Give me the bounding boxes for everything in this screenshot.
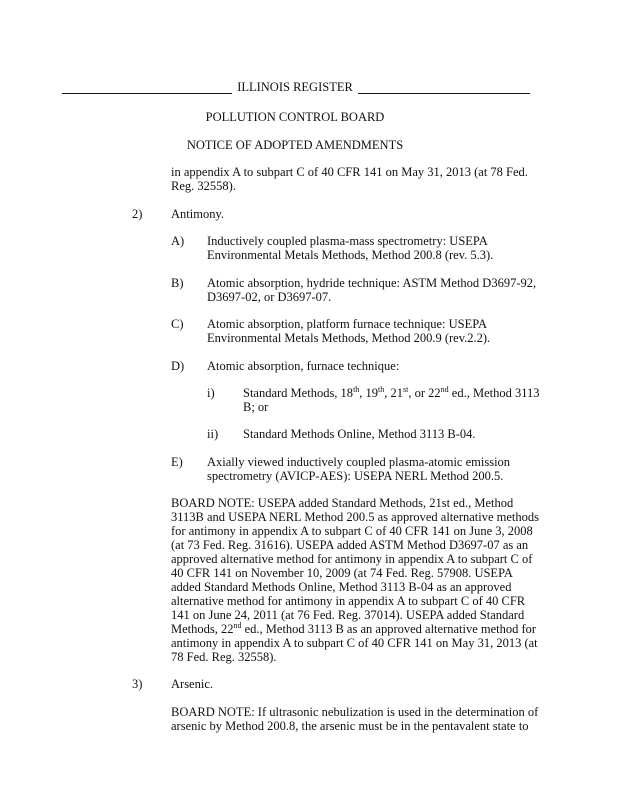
- item-2d-i-pre: Standard Methods, 18: [243, 386, 354, 400]
- item-2d-line-1: Atomic absorption, furnace technique:: [207, 359, 400, 373]
- item-2d-label: D): [171, 359, 185, 373]
- ordinal-22-note-sup: nd: [233, 620, 242, 630]
- board-note-antimony-l5: approved alternative method for antimony in appendix A to subpart C of: [171, 552, 533, 566]
- item-2d-ii-label: ii): [207, 427, 219, 441]
- item-3-number: 3): [132, 677, 143, 691]
- item-2e-label: E): [171, 455, 183, 469]
- ordinal-22-sup: nd: [440, 384, 449, 394]
- item-3-title: Arsenic.: [171, 677, 213, 691]
- register-title: ILLINOIS REGISTER: [237, 80, 353, 94]
- intro-line-2: Reg. 32558).: [171, 179, 236, 193]
- board-note-antimony-l10: [171, 622, 536, 637]
- board-note-antimony-l9: 141 on June 24, 2011 (at 76 Fed. Reg. 37014). USEPA added Standard: [171, 608, 525, 622]
- notice-title: NOTICE OF ADOPTED AMENDMENTS: [186, 138, 404, 152]
- ordinal-21-sup: st: [403, 384, 409, 394]
- board-note-antimony-l3: for antimony in appendix A to subpart C of 40 CFR 141 on June 3, 2008: [171, 524, 533, 538]
- item-2c-line-1: Atomic absorption, platform furnace technique: USEPA: [207, 317, 488, 331]
- item-2d-i-line-1: [243, 386, 540, 401]
- item-2a-label: A): [171, 234, 185, 248]
- item-2d-i-mid1: , 19: [359, 386, 379, 400]
- intro-line-1: in appendix A to subpart C of 40 CFR 141 on May 31, 2013 (at 78 Fed.: [171, 165, 528, 179]
- item-2d-i-line-2: B; or: [243, 400, 269, 414]
- board-note-antimony-l6: 40 CFR 141 on November 10, 2009 (at 74 Fed. Reg. 57908. USEPA: [171, 566, 513, 580]
- header-rule-right: [358, 93, 530, 94]
- item-2d-i-mid3: , or 22: [408, 386, 441, 400]
- board-note-antimony-l1: BOARD NOTE: USEPA added Standard Methods, 21st ed., Method: [171, 496, 514, 510]
- item-2-title: Antimony.: [171, 207, 225, 221]
- item-2b-line-2: D3697-02, or D3697-07.: [207, 290, 332, 304]
- item-2e-line-2: spectrometry (AVICP-AES): USEPA NERL Method 200.5.: [207, 469, 504, 483]
- board-note-antimony-l7: added Standard Methods Online, Method 3113 B-04 as an approved: [171, 580, 512, 594]
- item-2b-label: B): [171, 276, 184, 290]
- item-2e-line-1: Axially viewed inductively coupled plasma-atomic emission: [207, 455, 511, 469]
- agency-title: POLLUTION CONTROL BOARD: [205, 110, 385, 124]
- item-2d-i-post: ed., Method 3113: [448, 386, 540, 400]
- board-note-l10-post: ed., Method 3113 B as an approved alternative method for: [241, 622, 537, 636]
- item-2a-line-1: Inductively coupled plasma-mass spectrometry: USEPA: [207, 234, 488, 248]
- board-note-antimony-l2: 3113B and USEPA NERL Method 200.5 as approved alternative methods: [171, 510, 540, 524]
- item-2a-line-2: Environmental Metals Methods, Method 200.8 (rev. 5.3).: [207, 248, 494, 262]
- board-note-antimony-l4: (at 73 Fed. Reg. 31616). USEPA added ASTM Method D3697-07 as an: [171, 538, 529, 552]
- item-2d-ii-text: Standard Methods Online, Method 3113 B-04.: [243, 427, 476, 441]
- item-2b-line-1: Atomic absorption, hydride technique: ASTM Method D3697-92,: [207, 276, 537, 290]
- board-note-l10-pre: Methods, 22: [171, 622, 234, 636]
- board-note-arsenic-l2: arsenic by Method 200.8, the arsenic must be in the pentavalent state to: [171, 719, 529, 733]
- item-2d-i-label: i): [207, 386, 215, 400]
- item-2c-label: C): [171, 317, 184, 331]
- item-2-number: 2): [132, 207, 143, 221]
- header-rule-left: [62, 93, 232, 94]
- ordinal-19-sup: th: [378, 384, 385, 394]
- board-note-antimony-l12: 78 Fed. Reg. 32558).: [171, 650, 277, 664]
- ordinal-18-sup: th: [353, 384, 360, 394]
- item-2c-line-2: Environmental Metals Methods, Method 200.9 (rev.2.2).: [207, 331, 491, 345]
- item-2d-i-mid2: , 21: [384, 386, 404, 400]
- board-note-antimony-l11: antimony in appendix A to subpart C of 40 CFR 141 on May 31, 2013 (at: [171, 636, 538, 650]
- board-note-antimony-l8: alternative method for antimony in appendix A to subpart C of 40 CFR: [171, 594, 526, 608]
- board-note-arsenic-l1: BOARD NOTE: If ultrasonic nebulization is used in the determination of: [171, 705, 539, 719]
